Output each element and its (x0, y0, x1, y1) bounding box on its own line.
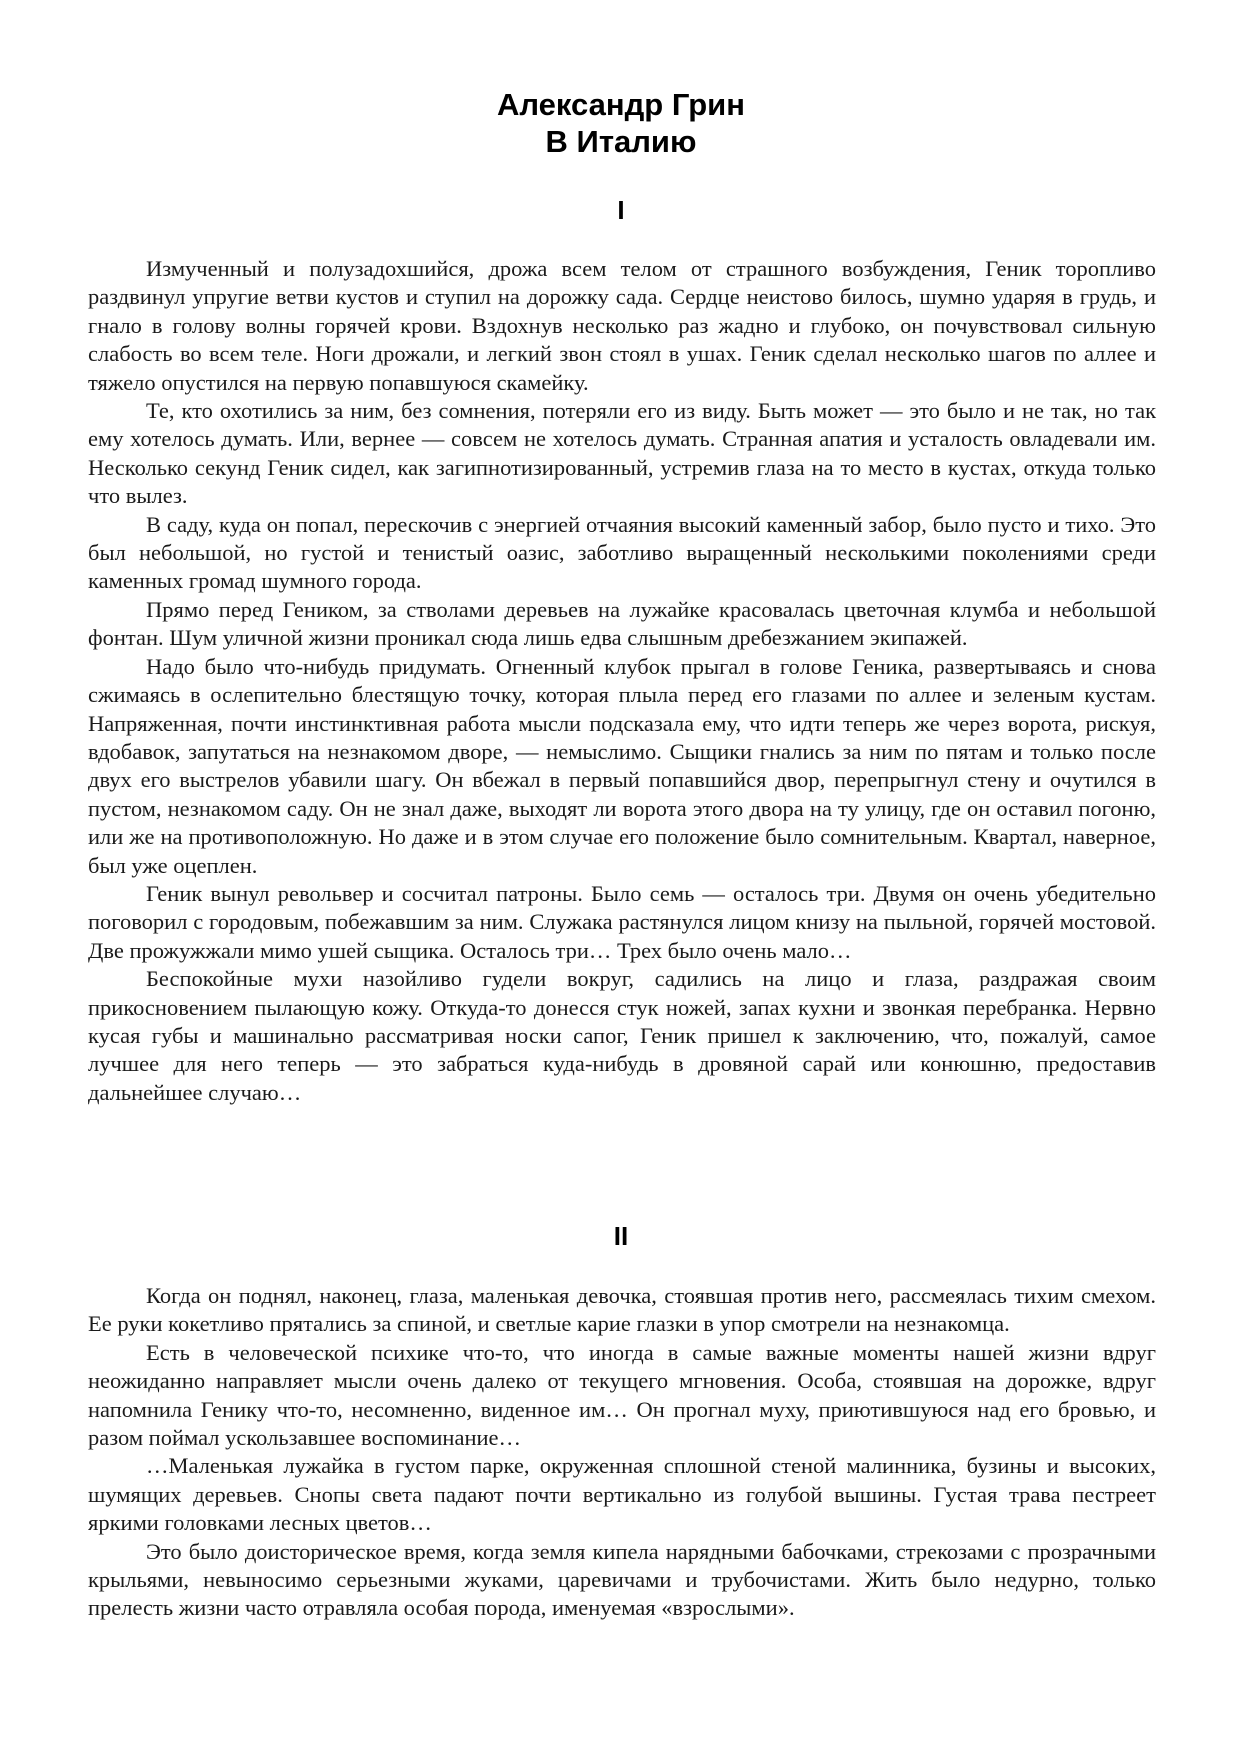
chapter-heading: I (617, 195, 625, 225)
paragraph: Беспокойные мухи назойливо гудели вокруг, садились на лицо и глаза, раздражая своим прикосновением пылающую кожу. Откуда-то донесся стук ножей, запах кухни и звонкая перебранка. Нервно кусая губы и машинально рассматривая носки сапог, Геник пришел к заключению, что, пожалуй, самое лучшее для него теперь — это забраться куда-нибудь в дровяной сарай или конюшню, предоставив дальнейшее случаю… (88, 966, 1156, 1105)
paragraph: В саду, куда он попал, перескочив с энергией отчаяния высокий каменный забор, было пусто и тихо. Это был небольшой, но густой и тенистый оазис, заботливо выращенный несколькими поколениями среди каменных громад шумного города. (88, 511, 1156, 594)
paragraph: Измученный и полузадохшийся, дрожа всем телом от страшного возбуждения, Геник торопливо раздвинул упругие ветви кустов и ступил на дорожку сада. Сердце неистово билось, шумно ударяя в грудь, и гнало в голову волны горячей крови. Вздохнув несколько раз жадно и глубоко, он почувствовал сильную слабость во всем теле. Ноги дрожали, и легкий звон стоял в ушах. Геник сделал несколько шагов по аллее и тяжело опустился на первую попавшуюся скамейку. (88, 256, 1156, 395)
paragraph: Есть в человеческой психике что-то, что иногда в самые важные моменты нашей жизни вдруг неожиданно направляет мысли очень далеко от текущего мгновения. Особа, стоявшая на дорожке, вдруг напомнила Генику что-то, несомненно, виденное им… Он прогнал муху, приютившуюся над его бровью, и разом поймал ускользавшее воспоминание… (88, 1339, 1156, 1451)
paragraph: Когда он поднял, наконец, глаза, маленькая девочка, стоявшая против него, рассмеялась тихим смехом. Ее руки кокетливо прятались за спиной, и светлые карие глазки в упор смотрели на незнакомца. (88, 1283, 1156, 1337)
paragraph: …Маленькая лужайка в густом парке, окруженная сплошной стеной малинника, бузины и высоких, шумящих деревьев. Снопы света падают почти вертикально из голубой вышины. Густая трава пестреет яркими головками лесных цветов… (88, 1453, 1156, 1536)
paragraph: Прямо перед Геником, за стволами деревьев на лужайке красовалась цветочная клумба и небольшой фонтан. Шум уличной жизни проникал сюда лишь едва слышным дребезжанием экипажей. (88, 596, 1156, 651)
document-title (0, 86, 1242, 160)
chapter-text (88, 255, 1156, 1107)
chapter-heading: II (613, 1221, 629, 1251)
paragraph: Это было доисторическое время, когда земля кипела нарядными бабочками, стрекозами с прозрачными крыльями, невыносимо серьезными жуками, царевичами и трубочистами. Жить было недурно, только прелесть жизни часто отравляла особая порода, именуемая «взрослыми». (88, 1538, 1156, 1621)
paragraph: Геник вынул револьвер и сосчитал патроны. Было семь — осталось три. Двумя он очень убедительно поговорил с городовым, побежавшим за ним. Служака растянулся лицом книзу на пыльной, горячей мостовой. Две прожужжали мимо ушей сыщика. Осталось три… Трех было очень мало… (88, 880, 1156, 963)
author-name: Александр Грин (497, 87, 745, 122)
paragraph: Надо было что-нибудь придумать. Огненный клубок прыгал в голове Геника, развертываясь и снова сжимаясь в ослепительно блестящую точку, которая плыла перед его глазами по аллее и зеленым кустам. Напряженная, почти инстинктивная работа мысли подсказала ему, что идти теперь же через ворота, рискуя, вдобавок, запутаться на незнакомом дворе, — немыслимо. Сыщики гнались за ним по пятам и только после двух его выстрелов убавили шагу. Он вбежал в первый попавшийся двор, перепрыгнул стену и очутился в пустом, незнакомом саду. Он не знал даже, выходят ли ворота этого двора на ту улицу, где он оставил погоню, или же на противоположную. Но даже и в этом случае его положение было сомнительным. Квартал, наверное, был уже оцеплен. (88, 653, 1156, 878)
chapter-text (88, 1282, 1156, 1623)
work-title: В Италию (545, 124, 697, 159)
paragraph: Те, кто охотились за ним, без сомнения, потеряли его из виду. Быть может — это было и не так, но так ему хотелось думать. Или, вернее — совсем не хотелось думать. Странная апатия и усталость овладевали им. Несколько секунд Геник сидел, как загипнотизированный, устремив глаза на то место в кустах, откуда только что вылез. (88, 398, 1156, 509)
